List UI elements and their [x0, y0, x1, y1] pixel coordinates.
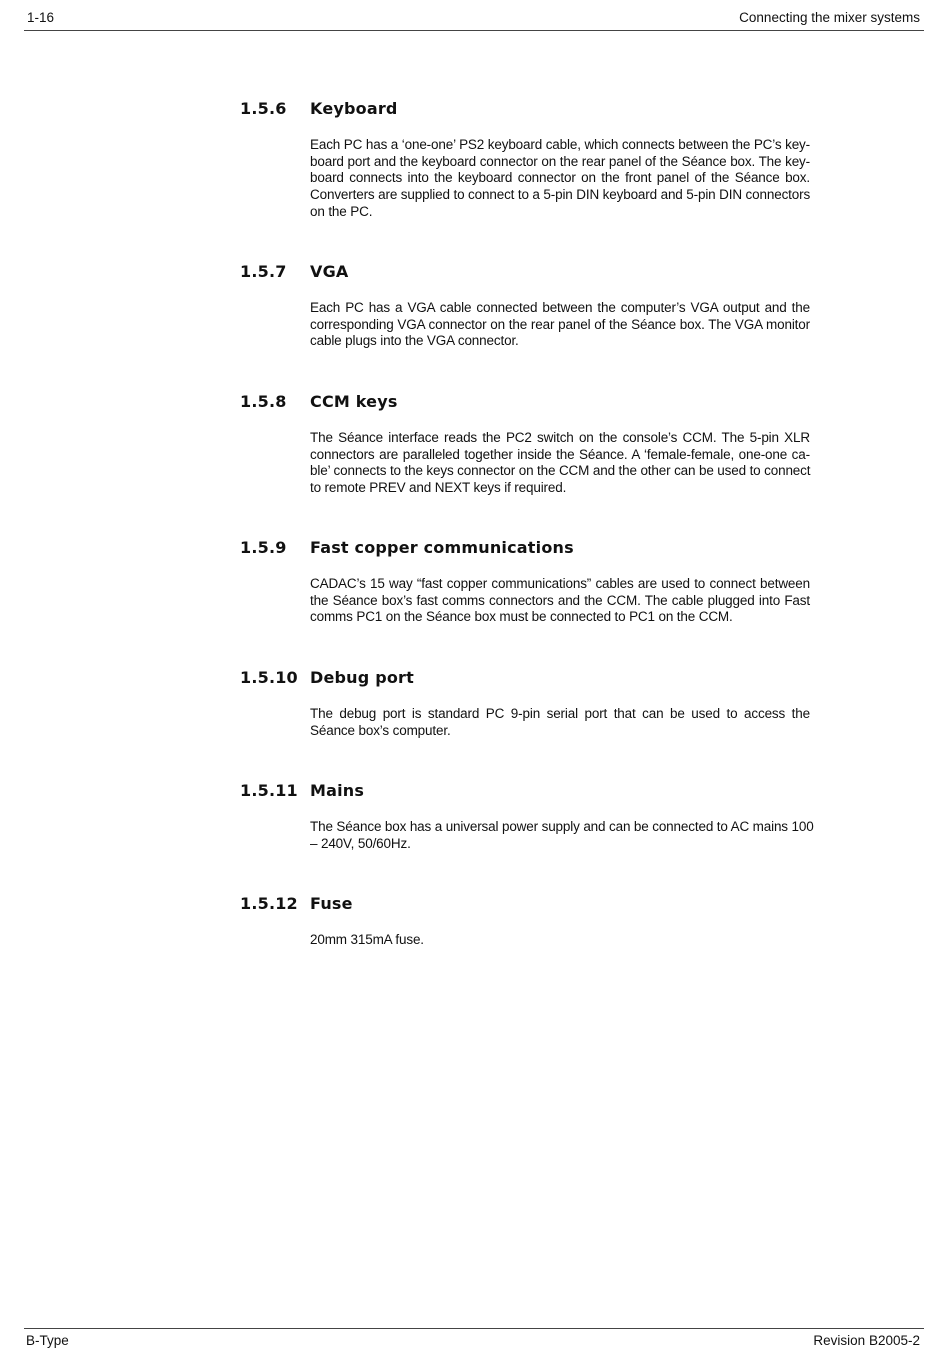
- body-line: 20mm 315mA fuse.: [310, 932, 424, 947]
- body-line: board connects into the keyboard connector on the front panel of the Séance box.: [310, 170, 810, 186]
- section-body: [310, 706, 810, 739]
- page-footer: [24, 1328, 924, 1353]
- section-body: [310, 932, 810, 949]
- body-line: Converters are supplied to connect to a 5-pin DIN keyboard and 5-pin DIN connectors: [310, 187, 811, 203]
- product-name: B-Type: [26, 1333, 69, 1348]
- body-line: The Séance interface reads the PC2 switch on the console’s CCM. The 5-pin XLR: [310, 430, 810, 445]
- section-body: [310, 430, 810, 497]
- body-line: the Séance box’s fast comms connectors and the CCM. The cable plugged into Fast: [310, 592, 810, 608]
- section-title: Fast copper communications: [310, 538, 574, 557]
- body-line: corresponding VGA connector on the rear panel of the Séance box. The VGA monitor: [310, 316, 810, 332]
- body-line: connectors are paralleled together inside the Séance. A ‘female-female, one-one ca-: [310, 446, 810, 462]
- chapter-title: Connecting the mixer systems: [739, 10, 920, 25]
- section-number: 1.5.11: [240, 781, 298, 800]
- body-line: Each PC has a ‘one-one’ PS2 keyboard cable, which connects between the PC’s key-: [310, 137, 810, 152]
- section-title: VGA: [310, 262, 349, 281]
- section-title: Fuse: [310, 894, 353, 913]
- section-number: 1.5.9: [240, 538, 287, 557]
- body-line: on the PC.: [310, 203, 373, 219]
- section-number: 1.5.8: [240, 392, 287, 411]
- body-line: cable plugs into the VGA connector.: [310, 333, 519, 349]
- body-line: board port and the keyboard connector on the rear panel of the Séance box. The key-: [310, 153, 810, 169]
- section-body: [310, 576, 810, 626]
- section-number: 1.5.7: [240, 262, 287, 281]
- page-number: 1-16: [27, 10, 55, 25]
- section-body: [310, 300, 810, 350]
- section-title: Debug port: [310, 668, 414, 687]
- body-line: CADAC’s 15 way “fast copper communications” cables are used to connect between: [310, 576, 810, 591]
- section-title: CCM keys: [310, 392, 398, 411]
- body-line: – 240V, 50/60Hz.: [310, 835, 411, 851]
- section-number: 1.5.6: [240, 99, 287, 118]
- body-line: The debug port is standard PC 9-pin serial port that can be used to access the: [310, 706, 810, 721]
- section-number: 1.5.10: [240, 668, 298, 687]
- body-line: ble’ connects to the keys connector on the CCM and the other can be used to connect: [310, 463, 811, 479]
- section-body: [310, 137, 810, 221]
- section-title: Keyboard: [310, 99, 398, 118]
- body-line: The Séance box has a universal power supply and can be connected to AC mains 100: [310, 819, 814, 834]
- body-line: to remote PREV and NEXT keys if required.: [310, 480, 567, 496]
- section-number: 1.5.12: [240, 894, 298, 913]
- page-header: [24, 8, 924, 31]
- section-body: [310, 819, 814, 852]
- revision-label: Revision B2005-2: [813, 1333, 920, 1348]
- body-line: Séance box’s computer.: [310, 722, 451, 738]
- section-title: Mains: [310, 781, 365, 800]
- body-line: comms PC1 on the Séance box must be connected to PC1 on the CCM.: [310, 609, 733, 625]
- body-line: Each PC has a VGA cable connected between the computer’s VGA output and the: [310, 300, 810, 315]
